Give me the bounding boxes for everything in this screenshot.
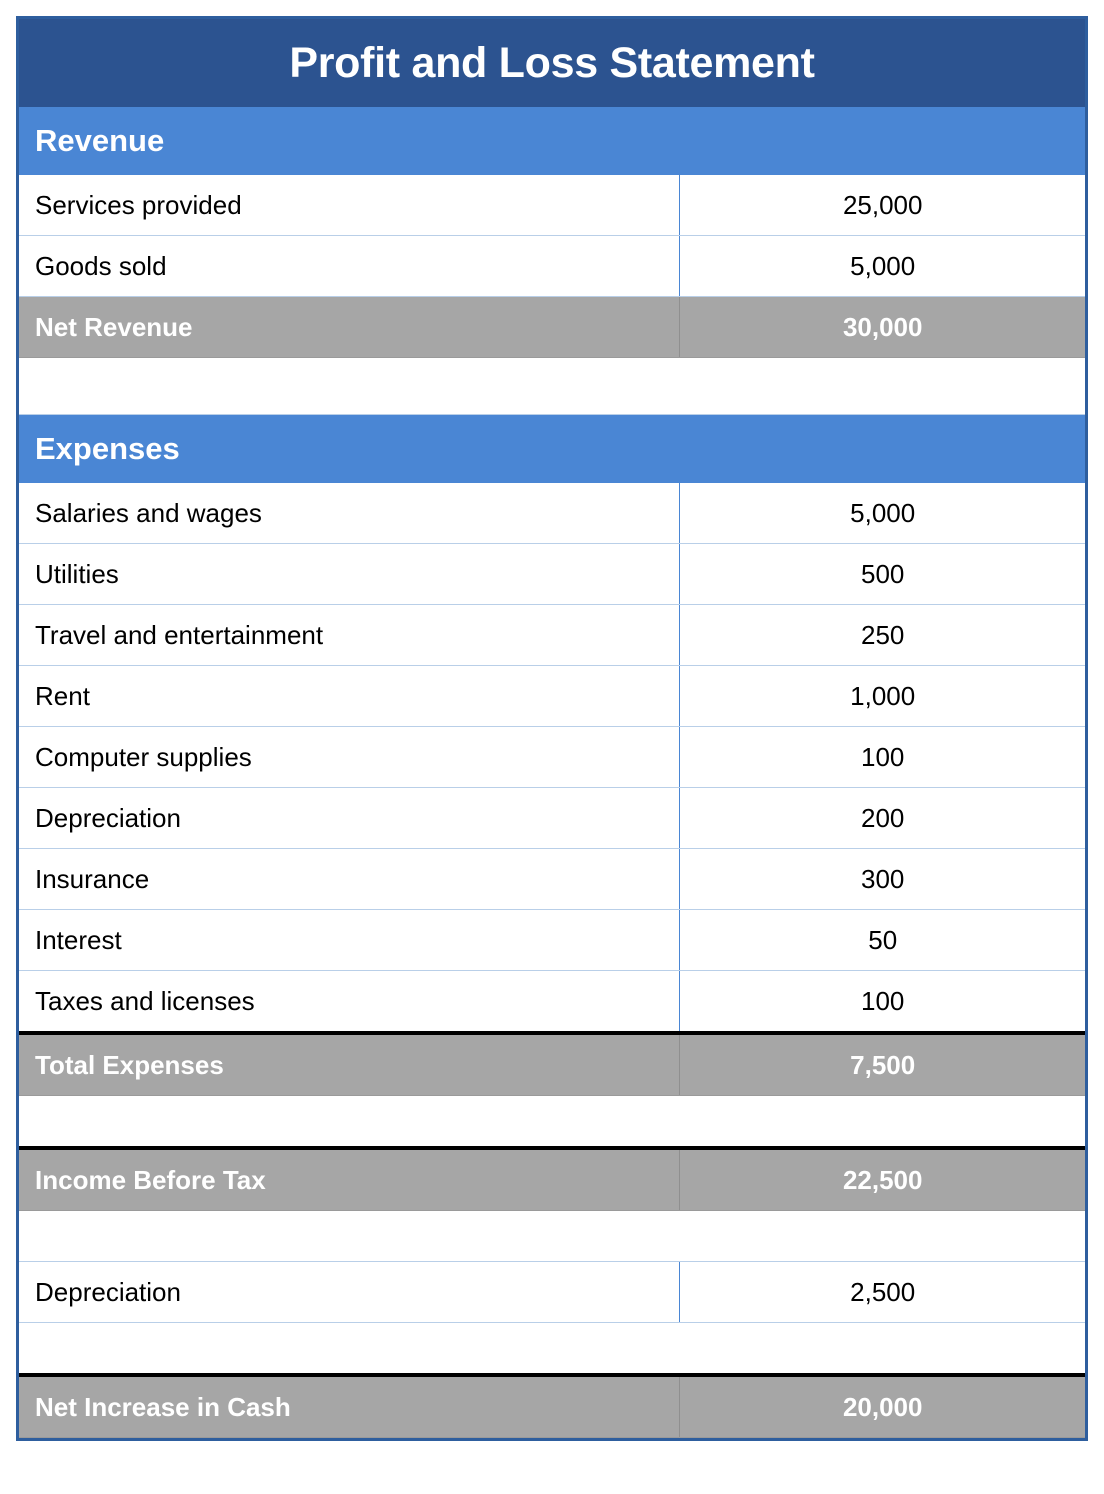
spacer-row — [19, 1096, 1085, 1149]
table-row — [19, 788, 1085, 849]
row-value: 100 — [680, 971, 1085, 1034]
spacer-cell — [680, 1096, 1085, 1149]
row-label: Depreciation — [19, 1262, 680, 1323]
row-value: 2,500 — [680, 1262, 1085, 1323]
table-row — [19, 1262, 1085, 1323]
section-header-expenses-spacer — [680, 415, 1085, 484]
table-row — [19, 971, 1085, 1034]
total-row-total-expenses — [19, 1033, 1085, 1096]
section-header-expenses-label: Expenses — [19, 415, 680, 484]
row-value: 7,500 — [680, 1033, 1085, 1096]
row-value: 30,000 — [680, 297, 1085, 358]
row-label: Income Before Tax — [19, 1148, 680, 1211]
spacer-cell — [19, 1323, 680, 1376]
spacer-row — [19, 1323, 1085, 1376]
row-value: 500 — [680, 544, 1085, 605]
section-header-revenue — [19, 107, 1085, 175]
row-label: Insurance — [19, 849, 680, 910]
table-row — [19, 727, 1085, 788]
row-label: Total Expenses — [19, 1033, 680, 1096]
spacer-cell — [19, 1211, 680, 1262]
row-label: Net Revenue — [19, 297, 680, 358]
table-row — [19, 544, 1085, 605]
section-header-expenses — [19, 415, 1085, 484]
row-value: 250 — [680, 605, 1085, 666]
row-value: 200 — [680, 788, 1085, 849]
spacer-row — [19, 1211, 1085, 1262]
row-value: 25,000 — [680, 175, 1085, 236]
row-label: Depreciation — [19, 788, 680, 849]
document-title-row — [19, 19, 1085, 107]
row-label: Computer supplies — [19, 727, 680, 788]
table-row — [19, 175, 1085, 236]
spacer-cell — [19, 1096, 680, 1149]
row-label: Utilities — [19, 544, 680, 605]
table-row — [19, 849, 1085, 910]
profit-and-loss-sheet — [16, 16, 1088, 1441]
total-row-net-revenue — [19, 297, 1085, 358]
row-label: Rent — [19, 666, 680, 727]
profit-and-loss-table — [19, 19, 1085, 1438]
row-value: 5,000 — [680, 236, 1085, 297]
row-label: Salaries and wages — [19, 483, 680, 544]
row-label: Services provided — [19, 175, 680, 236]
section-header-revenue-spacer — [680, 107, 1085, 175]
row-label: Travel and entertainment — [19, 605, 680, 666]
row-value: 50 — [680, 910, 1085, 971]
table-row — [19, 910, 1085, 971]
row-value: 5,000 — [680, 483, 1085, 544]
row-label: Goods sold — [19, 236, 680, 297]
spacer-cell — [19, 358, 680, 415]
row-value: 1,000 — [680, 666, 1085, 727]
total-row-income-before-tax — [19, 1148, 1085, 1211]
row-value: 300 — [680, 849, 1085, 910]
page-title: Profit and Loss Statement — [19, 19, 1085, 107]
spacer-cell — [680, 358, 1085, 415]
row-value: 22,500 — [680, 1148, 1085, 1211]
row-label: Net Increase in Cash — [19, 1375, 680, 1438]
row-label: Interest — [19, 910, 680, 971]
row-label: Taxes and licenses — [19, 971, 680, 1034]
row-value: 20,000 — [680, 1375, 1085, 1438]
spacer-cell — [680, 1323, 1085, 1376]
row-value: 100 — [680, 727, 1085, 788]
total-row-net-increase-in-cash — [19, 1375, 1085, 1438]
table-row — [19, 236, 1085, 297]
spacer-row — [19, 358, 1085, 415]
table-row — [19, 605, 1085, 666]
spacer-cell — [680, 1211, 1085, 1262]
section-header-revenue-label: Revenue — [19, 107, 680, 175]
table-row — [19, 666, 1085, 727]
table-row — [19, 483, 1085, 544]
